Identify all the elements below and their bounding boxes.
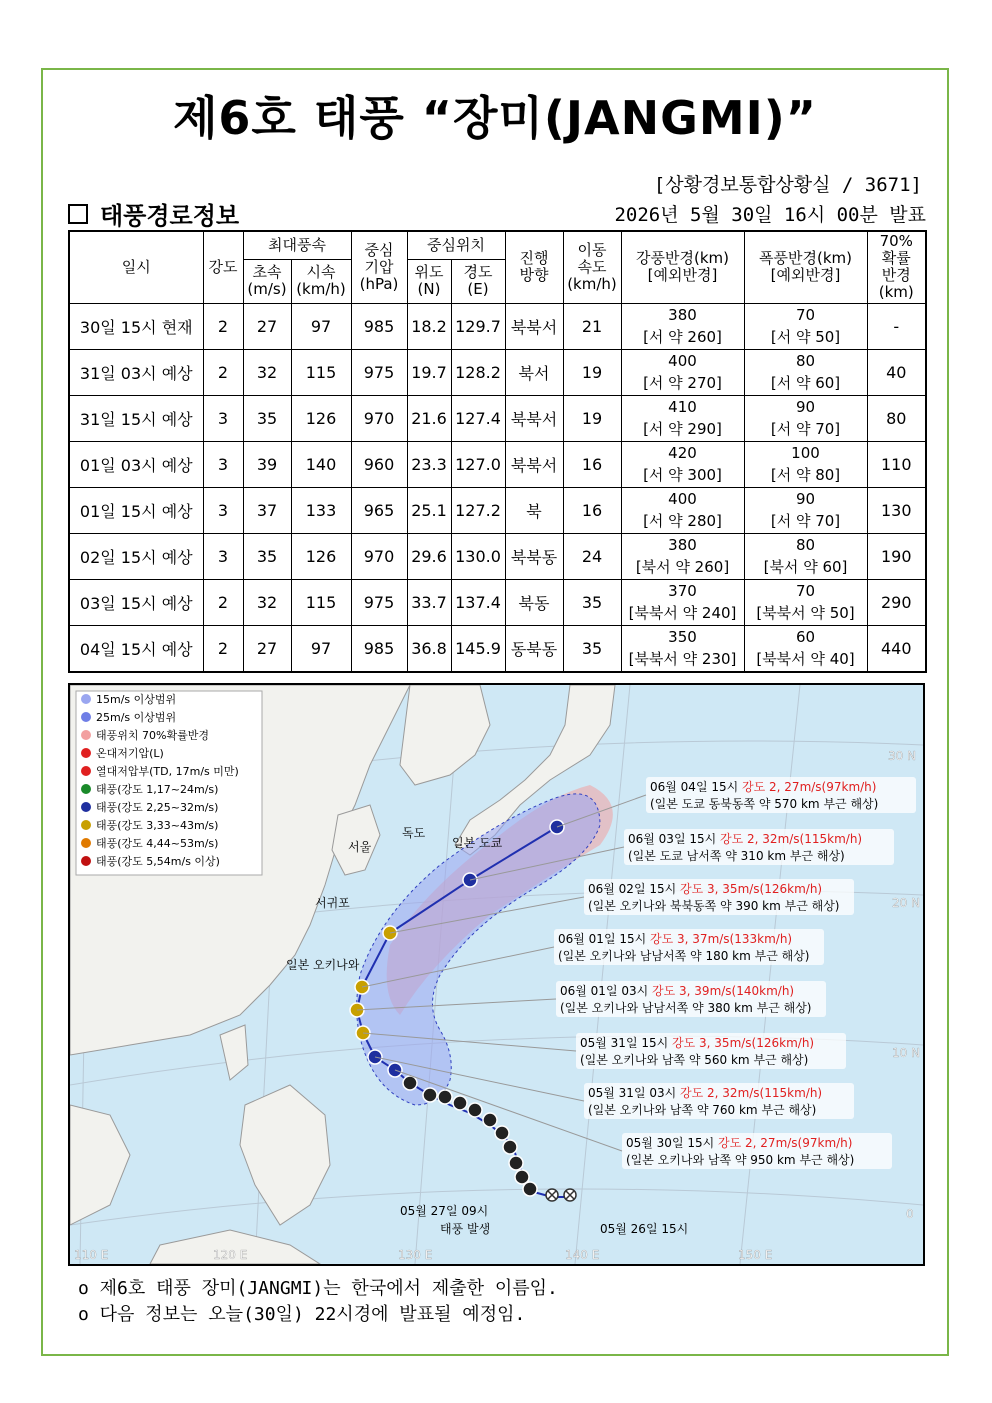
cell-intensity: 2 [203,625,243,672]
callout-title: 06월 03일 15시 강도 2, 32m/s(115km/h) [628,832,863,846]
callout-location: (일본 오키나와 남쪽 약 760 km 부근 해상) [588,1103,817,1117]
cell-speed: 24 [563,533,621,579]
legend-swatch-icon [81,712,91,722]
typhoon-marker-icon [483,1113,497,1127]
cell-lat: 23.3 [407,441,451,487]
callout-location: (일본 오키나와 남남서쪽 약 180 km 부근 해상) [558,949,810,963]
cell-pressure: 970 [351,395,407,441]
notes [78,1276,558,1328]
cell-wind-kmh: 140 [291,441,351,487]
table-row [69,349,926,395]
legend-item: 온대저기압(L) [96,747,164,760]
cell-gale-radius: 410 [서 약 290] [621,395,744,441]
cell-wind-kmh: 115 [291,579,351,625]
legend-item: 태풍(강도 3,33~43m/s) [96,819,219,832]
cell-probability: 190 [867,533,926,579]
callout-title: 06월 02일 15시 강도 3, 35m/s(126km/h) [588,882,823,896]
cell-lon: 130.0 [451,533,505,579]
callout-location: (일본 오키나와 북북동쪽 약 390 km 부근 해상) [588,899,840,913]
callout-location: (일본 오키나와 남쪽 약 950 km 부근 해상) [626,1153,855,1167]
typhoon-marker-icon [509,1156,523,1170]
callout-title: 05월 31일 03시 강도 2, 32m/s(115km/h) [588,1086,823,1100]
cell-intensity: 3 [203,533,243,579]
cell-wind-ms: 27 [243,303,291,349]
cell-gale-radius: 370 [북북서 약 240] [621,579,744,625]
cell-lon: 129.7 [451,303,505,349]
section-title: 태풍경로정보 [100,202,240,230]
note-1: o 제6호 태풍 장미(JANGMI)는 한국에서 제출한 이름임. [78,1278,558,1299]
cell-speed: 19 [563,395,621,441]
cell-wind-kmh: 115 [291,349,351,395]
lat-label: 30 N [888,749,917,763]
legend-item: 15m/s 이상범위 [96,693,177,706]
start-time: 05월 26일 15시 [600,1222,689,1236]
cell-lon: 127.4 [451,395,505,441]
cell-storm-radius: 90 [서 약 70] [744,395,867,441]
header-storm-radius: 폭풍반경(km) [예외반경] [744,231,867,303]
legend-item: 태풍(강도 2,25~32m/s) [96,801,219,814]
cell-storm-radius: 100 [서 약 80] [744,441,867,487]
legend-swatch-icon [81,748,91,758]
cell-probability: 110 [867,441,926,487]
place-dokdo: 독도 [402,826,426,840]
typhoon-marker-icon [438,1090,452,1104]
track-map-svg [70,685,923,1264]
cell-lat: 33.7 [407,579,451,625]
genesis-label: 태풍 발생 [440,1222,491,1236]
legend-swatch-icon [81,784,91,794]
cell-probability: 130 [867,487,926,533]
table-row [69,303,926,349]
typhoon-marker-icon [468,1103,482,1117]
source-label: [상황경보통합상황실 / 3671] [653,174,922,196]
legend-item: 태풍(강도 4,44~53m/s) [96,837,219,850]
table-row [69,533,926,579]
cell-gale-radius: 420 [서 약 300] [621,441,744,487]
typhoon-marker-icon [423,1088,437,1102]
cell-storm-radius: 70 [북북서 약 50] [744,579,867,625]
legend-item: 열대저압부(TD, 17m/s 미만) [96,765,239,778]
typhoon-marker-icon [495,1126,509,1140]
cell-wind-ms: 39 [243,441,291,487]
cell-wind-kmh: 97 [291,625,351,672]
note-2: o 다음 정보는 오늘(30일) 22시경에 발표될 예정임. [78,1304,526,1325]
cell-time: 04일 15시 예상 [69,625,203,672]
checkbox-icon [68,204,88,224]
cell-wind-kmh: 97 [291,303,351,349]
legend-swatch-icon [81,694,91,704]
callout-title: 06월 01일 15시 강도 3, 37m/s(133km/h) [558,932,793,946]
cell-lat: 29.6 [407,533,451,579]
cell-probability: 290 [867,579,926,625]
callout-title: 06월 04일 15시 강도 2, 27m/s(97km/h) [650,780,877,794]
legend-swatch-icon [81,838,91,848]
cell-gale-radius: 350 [북북서 약 230] [621,625,744,672]
callout-location: (일본 도쿄 동북동쪽 약 570 km 부근 해상) [650,797,879,811]
cell-gale-radius: 400 [서 약 270] [621,349,744,395]
header-max-wind: 최대풍속 [243,231,351,259]
cell-intensity: 2 [203,303,243,349]
callout-location: (일본 오키나와 남쪽 약 560 km 부근 해상) [580,1053,809,1067]
header-lon: 경도 (E) [451,259,505,303]
cell-storm-radius: 70 [서 약 50] [744,303,867,349]
cell-speed: 21 [563,303,621,349]
callout-location: (일본 오키나와 남남서쪽 약 380 km 부근 해상) [560,1001,812,1015]
header-speed: 이동 속도 (km/h) [563,231,621,303]
legend-swatch-icon [81,730,91,740]
header-lat: 위도 (N) [407,259,451,303]
cell-pressure: 970 [351,533,407,579]
cell-speed: 19 [563,349,621,395]
cell-direction: 북동 [505,579,563,625]
cell-lon: 127.0 [451,441,505,487]
cell-lon: 137.4 [451,579,505,625]
cell-probability: - [867,303,926,349]
legend-swatch-icon [81,856,91,866]
cell-time: 31일 15시 예상 [69,395,203,441]
cell-time: 01일 03시 예상 [69,441,203,487]
cell-wind-ms: 35 [243,533,291,579]
table-row [69,579,926,625]
cell-intensity: 2 [203,579,243,625]
callout-title: 05월 30일 15시 강도 2, 27m/s(97km/h) [626,1136,853,1150]
cell-intensity: 2 [203,349,243,395]
header-pressure: 중심 기압 (hPa) [351,231,407,303]
cell-direction: 북서 [505,349,563,395]
cell-storm-radius: 60 [북북서 약 40] [744,625,867,672]
header-wind-ms: 초속 (m/s) [243,259,291,303]
cell-pressure: 960 [351,441,407,487]
cell-lat: 25.1 [407,487,451,533]
page-title: 제6호 태풍 “장미(JANGMI)” [172,91,818,145]
callout-title: 05월 31일 15시 강도 3, 35m/s(126km/h) [580,1036,815,1050]
cell-wind-kmh: 126 [291,395,351,441]
header-wind-kmh: 시속 (km/h) [291,259,351,303]
cell-gale-radius: 400 [서 약 280] [621,487,744,533]
cell-intensity: 3 [203,487,243,533]
cell-intensity: 3 [203,441,243,487]
cell-lat: 36.8 [407,625,451,672]
track-map [68,683,925,1266]
cell-gale-radius: 380 [북서 약 260] [621,533,744,579]
depression-marker-icon [546,1189,558,1201]
cell-wind-ms: 32 [243,349,291,395]
cell-wind-kmh: 126 [291,533,351,579]
legend-swatch-icon [81,820,91,830]
cell-speed: 16 [563,441,621,487]
track-table [68,230,927,673]
genesis-labels [400,1203,688,1236]
cell-direction: 북북서 [505,395,563,441]
typhoon-marker-icon [503,1140,517,1154]
cell-probability: 80 [867,395,926,441]
callout-title: 06월 01일 03시 강도 3, 39m/s(140km/h) [560,984,795,998]
lon-label: 120 E [213,1248,248,1262]
place-seogwipo: 서귀포 [315,896,350,910]
cell-probability: 40 [867,349,926,395]
cell-direction: 북북서 [505,441,563,487]
lon-label: 140 E [565,1248,600,1262]
cell-lon: 127.2 [451,487,505,533]
cell-time: 30일 15시 현재 [69,303,203,349]
depression-marker-icon [564,1189,576,1201]
cell-storm-radius: 80 [서 약 60] [744,349,867,395]
typhoon-marker-icon [403,1076,417,1090]
cell-storm-radius: 90 [서 약 70] [744,487,867,533]
header-direction: 진행 방향 [505,231,563,303]
section-heading [68,196,239,231]
cell-speed: 35 [563,579,621,625]
lat-label: 20 N [892,896,921,910]
place-okinawa: 일본 오키나와 [286,958,360,972]
header-center: 중심위치 [407,231,505,259]
cell-wind-ms: 27 [243,625,291,672]
cell-direction: 동북동 [505,625,563,672]
header-intensity: 강도 [203,231,243,303]
cell-gale-radius: 380 [서 약 260] [621,303,744,349]
genesis-time: 05월 27일 09시 [400,1204,489,1218]
legend-item: 태풍(강도 1,17~24m/s) [96,783,219,796]
header-probability: 70% 확률 반경 (km) [867,231,926,303]
cell-lon: 145.9 [451,625,505,672]
cell-direction: 북북서 [505,303,563,349]
typhoon-marker-icon [453,1096,467,1110]
cell-lat: 19.7 [407,349,451,395]
cell-time: 31일 03시 예상 [69,349,203,395]
cell-direction: 북북동 [505,533,563,579]
callout-location: (일본 도쿄 남서쪽 약 310 km 부근 해상) [628,849,845,863]
lon-label: 110 E [74,1248,109,1262]
cell-speed: 35 [563,625,621,672]
table-row [69,441,926,487]
legend-swatch-icon [81,802,91,812]
cell-pressure: 985 [351,303,407,349]
place-seoul: 서울 [348,840,372,854]
cell-intensity: 3 [203,395,243,441]
issue-time: 2026년 5월 30일 16시 00분 발표 [614,204,926,226]
map-legend [76,691,262,875]
cell-lat: 21.6 [407,395,451,441]
cell-time: 03일 15시 예상 [69,579,203,625]
cell-pressure: 965 [351,487,407,533]
cell-time: 01일 15시 예상 [69,487,203,533]
cell-pressure: 985 [351,625,407,672]
table-row [69,395,926,441]
cell-probability: 440 [867,625,926,672]
legend-item: 태풍(강도 5,54m/s 이상) [96,855,220,868]
legend-item: 태풍위치 70%확률반경 [96,729,209,742]
cell-wind-kmh: 133 [291,487,351,533]
cell-pressure: 975 [351,579,407,625]
table-row [69,487,926,533]
cell-direction: 북 [505,487,563,533]
cell-lat: 18.2 [407,303,451,349]
lon-label: 150 E [738,1248,773,1262]
lat-label: 0 [906,1207,914,1221]
lon-label: 130 E [398,1248,433,1262]
legend-item: 25m/s 이상범위 [96,711,177,724]
cell-wind-ms: 37 [243,487,291,533]
header-time: 일시 [69,231,203,303]
typhoon-marker-icon [523,1182,537,1196]
table-row [69,625,926,672]
cell-speed: 16 [563,487,621,533]
cell-pressure: 975 [351,349,407,395]
lat-label: 10 N [892,1046,921,1060]
cell-wind-ms: 32 [243,579,291,625]
cell-wind-ms: 35 [243,395,291,441]
header-gale-radius: 강풍반경(km) [예외반경] [621,231,744,303]
legend-swatch-icon [81,766,91,776]
cell-lon: 128.2 [451,349,505,395]
cell-storm-radius: 80 [북서 약 60] [744,533,867,579]
place-tokyo: 일본 도쿄 [452,836,503,850]
cell-time: 02일 15시 예상 [69,533,203,579]
